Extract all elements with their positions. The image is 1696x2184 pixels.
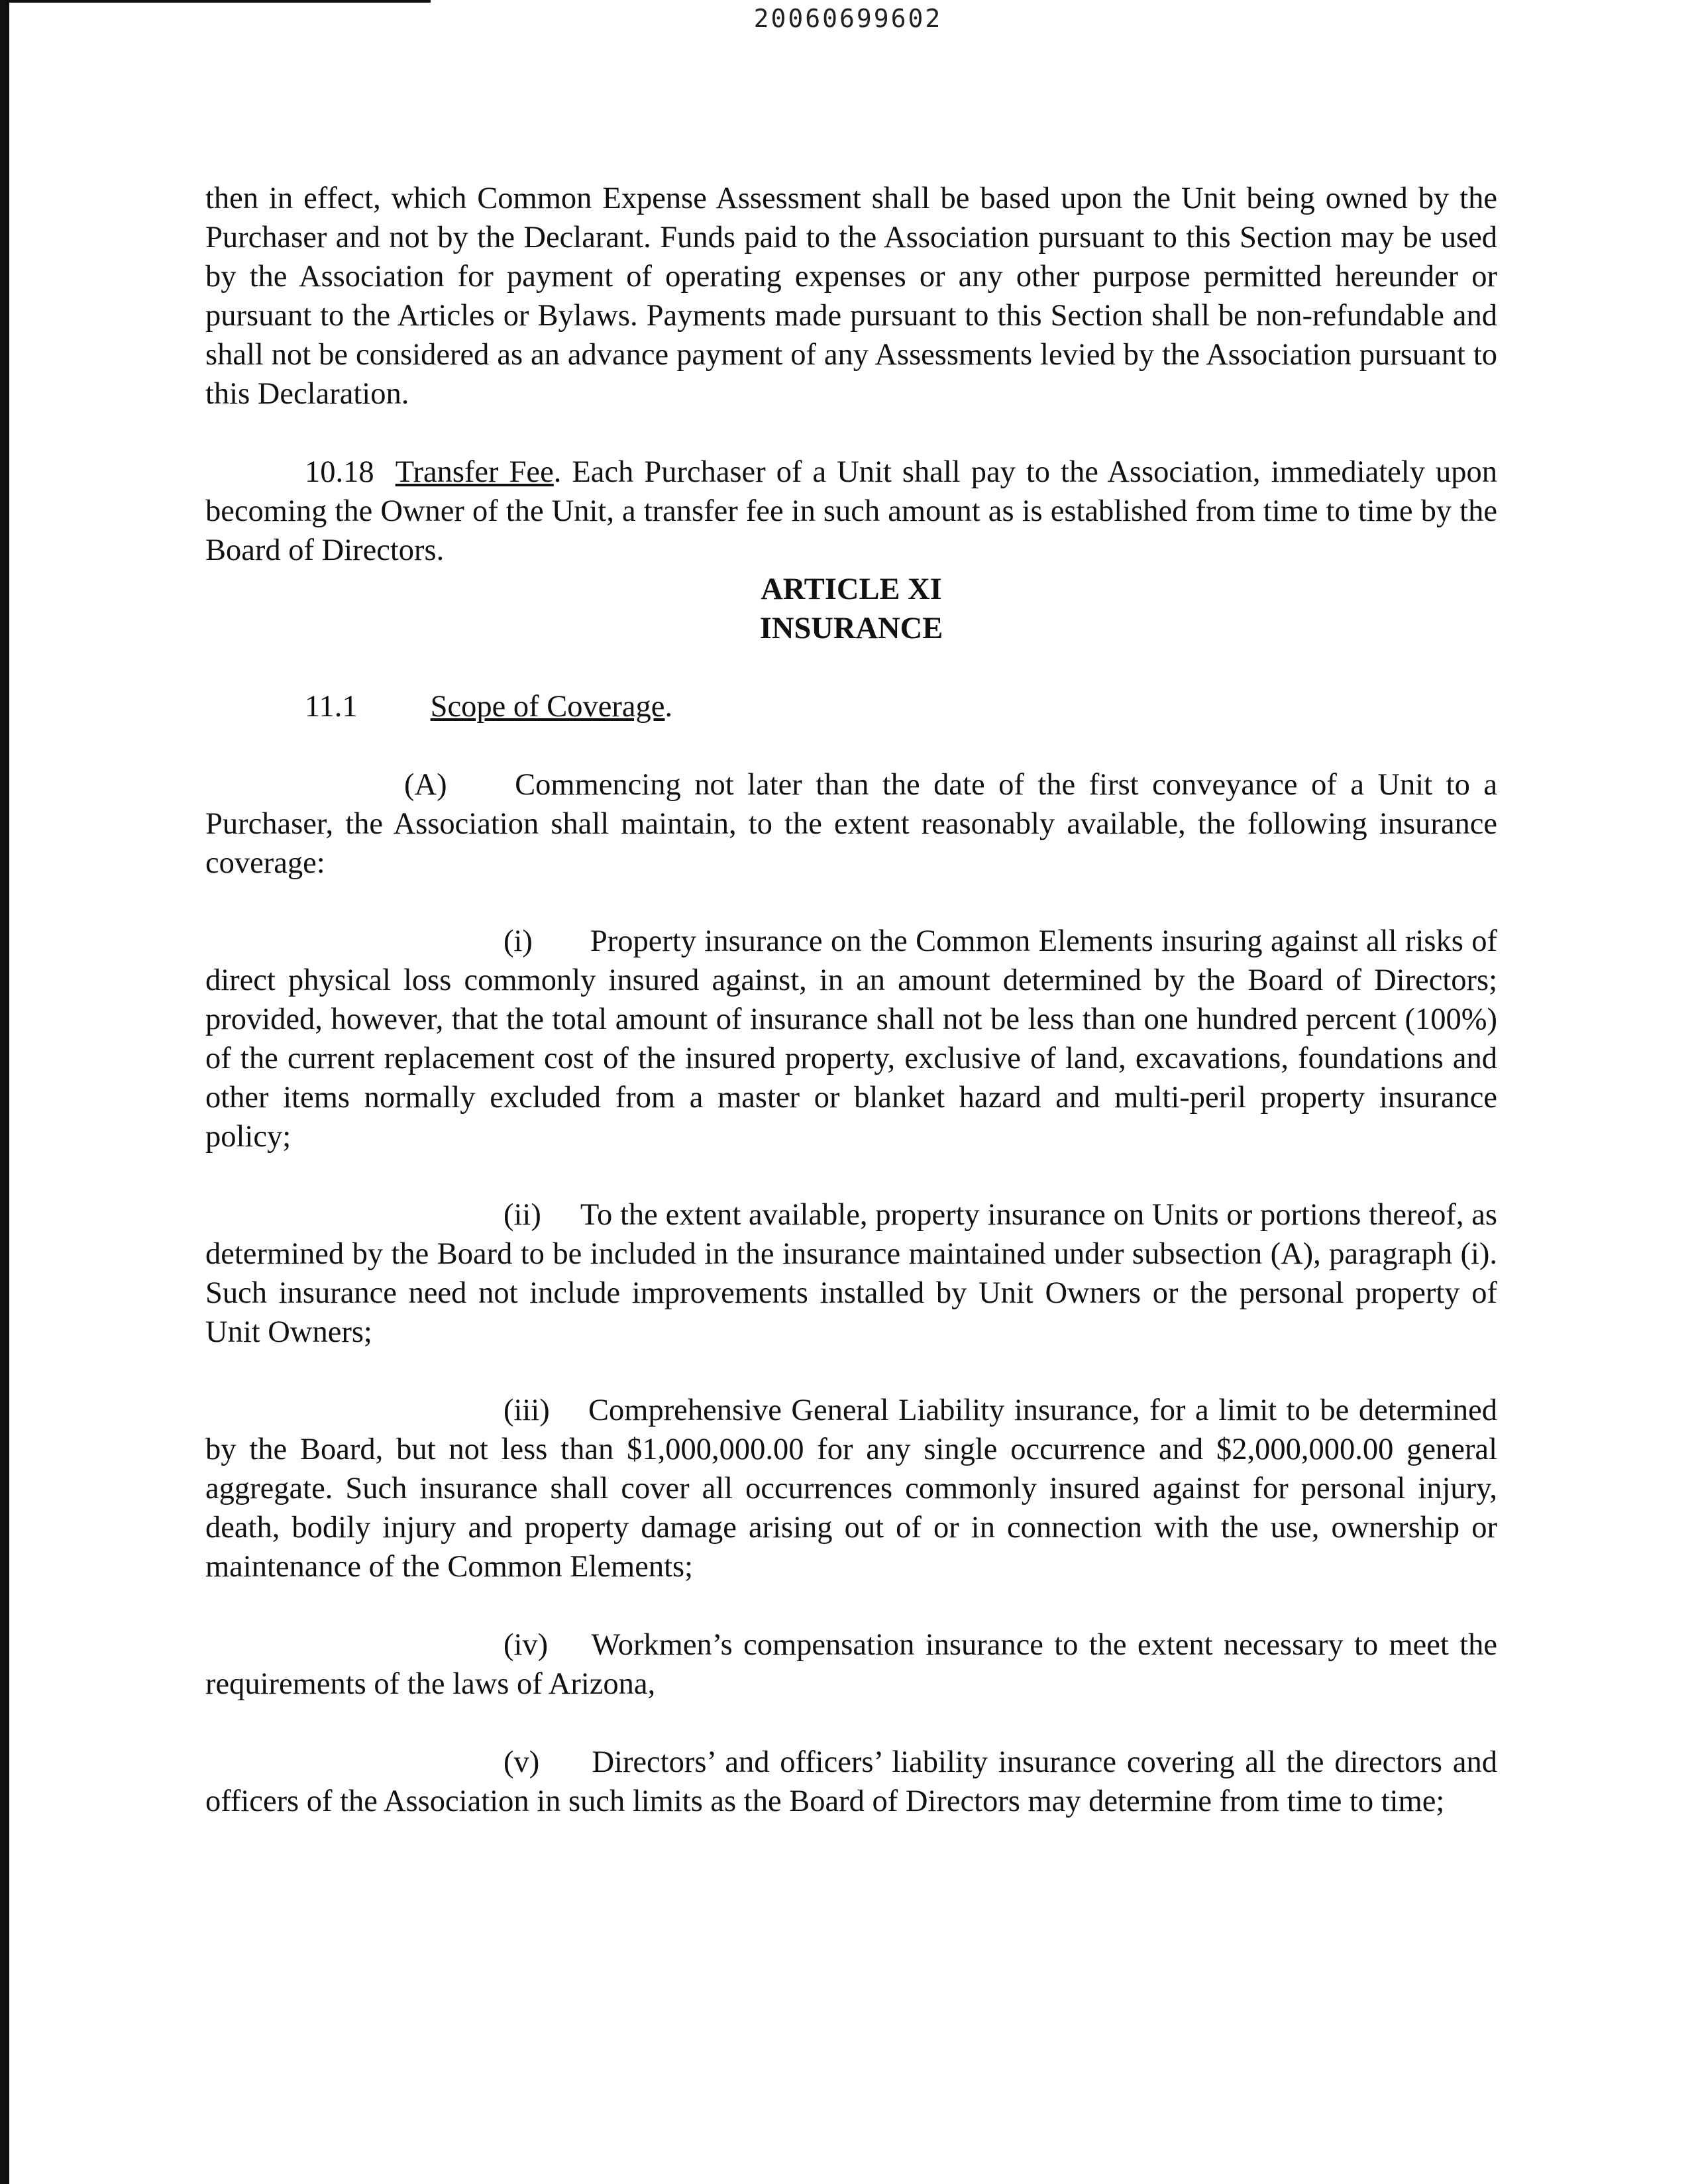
article-number: ARTICLE XI [761,573,942,606]
section-10-18 [205,453,1497,570]
item-label: (v) [504,1745,540,1779]
page-body [205,179,1497,1821]
section-number: 11.1 [305,690,358,724]
item-iv [205,1625,1497,1704]
item-label: (iv) [504,1628,549,1662]
item-iii [205,1391,1497,1586]
item-text: Comprehensive General Liability insurance, for a limit to be determined by the Board, but not less than $1,000,000.00 for any single occurrence and $2,000,000.00 general aggregate. Such insurance shall cover all occurrences commonly insured against for personal injury, death, bodily injury and property damage arising out of or in connection with the use, ownership or maintenance of the Common Elements; [205,1393,1497,1584]
item-label: (i) [504,924,533,958]
section-body: . Each Purchaser of a Unit shall pay to the Association, immediately upon becoming the Owner of the Unit, a transfer fee in such amount as is established from time to time by the Board of Directors. [205,455,1498,567]
section-11-1 [205,687,1497,726]
article-title: INSURANCE [759,612,943,645]
section-number: 10.18 [305,455,374,489]
section-title-punct: . [664,690,673,724]
scan-edge-top [0,0,431,3]
subsection-a [205,765,1497,883]
subsection-text: Commencing not later than the date of the first conveyance of a Unit to a Purchaser, the Association shall maintain, to the extent reasonably available, the following insurance coverage: [205,768,1497,880]
item-ii [205,1195,1497,1352]
paragraph-intro: then in effect, which Common Expense Assessment shall be based upon the Unit being owned by the Purchaser and not by the Declarant. Funds paid to the Association pursuant to this Section may be used by the Association for payment of operating expenses or any other purpose permitted hereunder or pursuant to the Articles or Bylaws. Payments made pursuant to this Section shall be non-refundable and shall not be considered as an advance payment of any Assessments levied by the Association pursuant to this Declaration. [205,182,1497,411]
item-i [205,922,1497,1156]
item-label: (iii) [504,1393,550,1427]
item-text: Property insurance on the Common Elements insuring against all risks of direct physical loss commonly insured against, in an amount determined by the Board of Directors; provided, however, that the total amount of insurance shall not be less than one hundred percent (100%) of the current replacement cost of the insured property, exclusive of land, excavations, foundations and other items normally excluded from a master or blanket hazard and multi-peril property insurance policy; [205,924,1497,1154]
scan-edge-left [0,0,9,2184]
item-label: (ii) [504,1198,541,1232]
section-title: Scope of Coverage [430,690,665,724]
document-number: 20060699602 [753,4,943,33]
item-text: To the extent available, property insurance on Units or portions thereof, as determined by the Board to be included in the insurance maintained under subsection (A), paragraph (i). Such insurance need not include improvements installed by Unit Owners or the personal property of Unit Owners; [205,1198,1497,1349]
item-text: Workmen’s compensation insurance to the extent necessary to meet the requirements of the laws of Arizona, [205,1628,1497,1701]
item-v [205,1743,1497,1821]
section-title: Transfer Fee [395,455,554,489]
subsection-label: (A) [404,768,447,802]
item-text: Directors’ and officers’ liability insurance covering all the directors and officers of the Association in such limits as the Board of Directors may determine from time to time; [205,1745,1497,1818]
